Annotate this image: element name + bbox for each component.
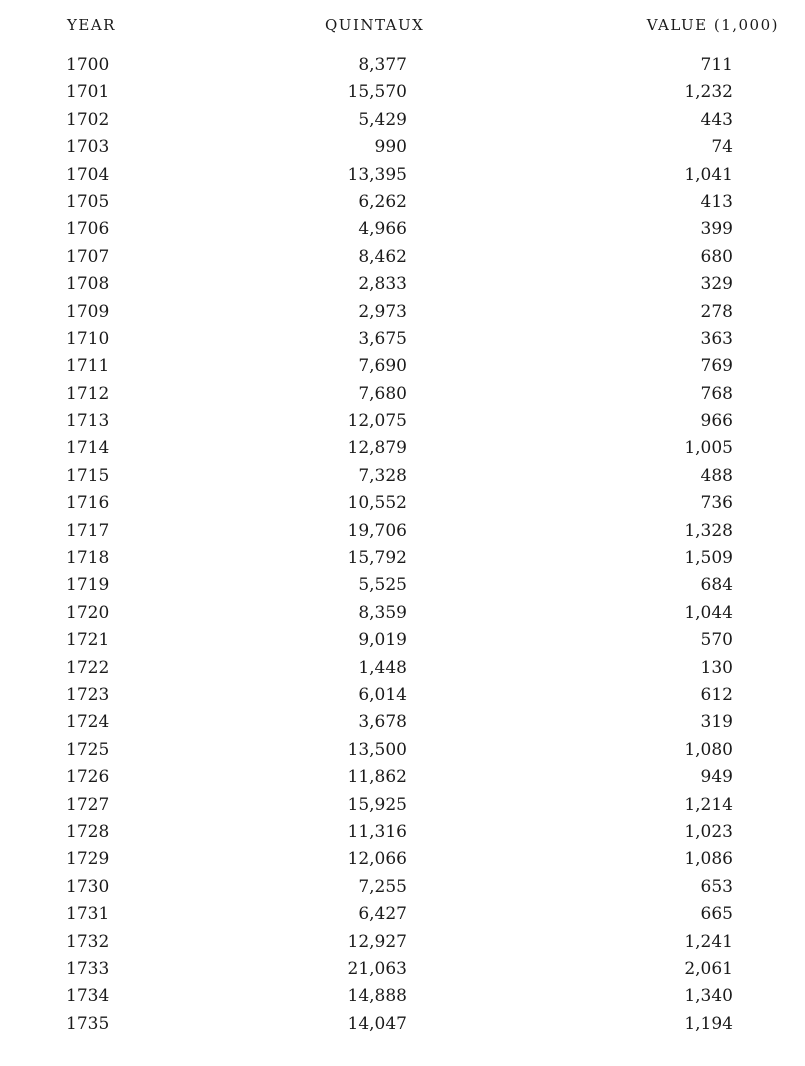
table-row xyxy=(0,435,805,462)
table-row xyxy=(0,381,805,408)
value-cell: 1,086 xyxy=(684,849,733,870)
table-row xyxy=(0,709,805,736)
value-cell: 1,194 xyxy=(684,1013,733,1034)
value-cell: 684 xyxy=(700,575,733,596)
quintaux-cell: 1,448 xyxy=(358,657,407,678)
value-cell: 74 xyxy=(711,137,733,158)
table-row xyxy=(0,627,805,654)
quintaux-cell: 8,359 xyxy=(358,602,407,623)
year-cell: 1717 xyxy=(66,520,110,541)
year-cell: 1735 xyxy=(66,1013,110,1034)
table-row xyxy=(0,737,805,764)
quintaux-cell: 14,888 xyxy=(347,986,407,1007)
table-row xyxy=(0,52,805,79)
year-cell: 1721 xyxy=(66,630,110,651)
quintaux-cell: 7,690 xyxy=(358,356,407,377)
year-cell: 1731 xyxy=(66,904,110,925)
quintaux-cell: 7,255 xyxy=(358,876,407,897)
quintaux-cell: 4,966 xyxy=(358,219,407,240)
year-cell: 1715 xyxy=(66,465,110,486)
table-row xyxy=(0,792,805,819)
year-cell: 1700 xyxy=(66,55,110,75)
year-cell: 1714 xyxy=(66,438,110,459)
year-cell: 1723 xyxy=(66,684,110,705)
quintaux-cell: 7,328 xyxy=(358,465,407,486)
year-cell: 1733 xyxy=(66,958,110,979)
value-cell: 2,061 xyxy=(684,958,733,979)
quintaux-cell: 21,063 xyxy=(347,958,407,979)
quintaux-cell: 5,429 xyxy=(358,109,407,130)
value-cell: 443 xyxy=(700,109,733,130)
table-row xyxy=(0,134,805,161)
value-cell: 413 xyxy=(700,191,733,212)
year-cell: 1727 xyxy=(66,794,110,815)
value-cell: 488 xyxy=(700,465,733,486)
table-row xyxy=(0,408,805,435)
year-cell: 1732 xyxy=(66,931,110,952)
quintaux-cell: 12,927 xyxy=(347,931,407,952)
value-cell: 966 xyxy=(700,411,733,432)
table-row xyxy=(0,682,805,709)
year-cell: 1711 xyxy=(66,356,110,377)
value-cell: 768 xyxy=(700,383,733,404)
year-cell: 1703 xyxy=(66,137,110,158)
year-cell: 1730 xyxy=(66,876,110,897)
value-cell: 769 xyxy=(700,356,733,377)
table-row xyxy=(0,216,805,243)
quintaux-cell: 19,706 xyxy=(347,520,407,541)
value-cell: 1,080 xyxy=(684,739,733,760)
quintaux-cell: 3,678 xyxy=(358,712,407,733)
value-cell: 680 xyxy=(700,246,733,267)
value-cell: 319 xyxy=(700,712,733,733)
quintaux-cell: 14,047 xyxy=(347,1013,407,1034)
value-cell: 736 xyxy=(700,493,733,514)
year-cell: 1719 xyxy=(66,575,110,596)
quintaux-cell: 6,427 xyxy=(358,904,407,925)
year-cell: 1729 xyxy=(66,849,110,870)
quintaux-cell: 10,552 xyxy=(347,493,407,514)
table-row xyxy=(0,545,805,572)
year-cell: 1702 xyxy=(66,109,110,130)
year-cell: 1724 xyxy=(66,712,110,733)
value-cell: 653 xyxy=(700,876,733,897)
quintaux-cell: 13,500 xyxy=(347,739,407,760)
quintaux-cell: 3,675 xyxy=(358,328,407,349)
table-row xyxy=(0,326,805,353)
table-row xyxy=(0,299,805,326)
value-cell: 1,232 xyxy=(684,82,733,103)
quintaux-cell: 15,925 xyxy=(347,794,407,815)
year-cell: 1710 xyxy=(66,328,110,349)
table-row xyxy=(0,572,805,599)
table-row xyxy=(0,874,805,901)
table-row xyxy=(0,518,805,545)
quintaux-cell: 5,525 xyxy=(358,575,407,596)
quintaux-cell: 15,792 xyxy=(347,548,407,569)
year-cell: 1728 xyxy=(66,821,110,842)
quintaux-cell: 12,879 xyxy=(347,438,407,459)
value-cell: 570 xyxy=(700,630,733,651)
year-cell: 1718 xyxy=(66,548,110,569)
year-cell: 1725 xyxy=(66,739,110,760)
year-cell: 1701 xyxy=(66,82,110,103)
table-row xyxy=(0,983,805,1010)
value-cell: 1,214 xyxy=(684,794,733,815)
table-row xyxy=(0,901,805,928)
value-cell: 329 xyxy=(700,274,733,295)
table-row xyxy=(0,271,805,298)
table-row xyxy=(0,819,805,846)
quintaux-cell: 6,014 xyxy=(358,684,407,705)
value-cell: 1,023 xyxy=(684,821,733,842)
table-row xyxy=(0,353,805,380)
table-row xyxy=(0,600,805,627)
value-cell: 665 xyxy=(700,904,733,925)
table-row xyxy=(0,189,805,216)
quintaux-cell: 12,066 xyxy=(347,849,407,870)
quintaux-cell: 2,973 xyxy=(358,301,407,322)
table-row xyxy=(0,244,805,271)
quintaux-cell: 8,462 xyxy=(358,246,407,267)
table-row xyxy=(0,956,805,983)
header-quintaux: QUINTAUX xyxy=(325,16,425,34)
table-row xyxy=(0,655,805,682)
year-cell: 1722 xyxy=(66,657,110,678)
value-cell: 130 xyxy=(700,657,733,678)
quintaux-cell: 990 xyxy=(374,137,407,158)
year-cell: 1705 xyxy=(66,191,110,212)
value-cell: 399 xyxy=(700,219,733,240)
quintaux-cell: 15,570 xyxy=(347,82,407,103)
table-header xyxy=(0,12,805,38)
table-row xyxy=(0,929,805,956)
quintaux-cell: 2,833 xyxy=(358,274,407,295)
value-cell: 1,241 xyxy=(684,931,733,952)
year-cell: 1712 xyxy=(66,383,110,404)
year-cell: 1713 xyxy=(66,411,110,432)
quintaux-cell: 7,680 xyxy=(358,383,407,404)
table-body xyxy=(0,52,805,1038)
quintaux-cell: 13,395 xyxy=(347,164,407,185)
year-cell: 1734 xyxy=(66,986,110,1007)
table-row xyxy=(0,1011,805,1038)
quintaux-cell: 8,377 xyxy=(358,55,407,75)
table-row xyxy=(0,463,805,490)
value-cell: 1,044 xyxy=(684,602,733,623)
table-row xyxy=(0,764,805,791)
value-cell: 711 xyxy=(700,55,733,75)
value-cell: 1,041 xyxy=(684,164,733,185)
value-cell: 1,328 xyxy=(684,520,733,541)
quintaux-cell: 11,862 xyxy=(347,767,407,788)
quintaux-cell: 6,262 xyxy=(358,191,407,212)
table-row xyxy=(0,162,805,189)
year-cell: 1726 xyxy=(66,767,110,788)
year-cell: 1708 xyxy=(66,274,110,295)
quintaux-cell: 9,019 xyxy=(358,630,407,651)
year-cell: 1707 xyxy=(66,246,110,267)
year-cell: 1716 xyxy=(66,493,110,514)
quintaux-cell: 12,075 xyxy=(347,411,407,432)
value-cell: 1,340 xyxy=(684,986,733,1007)
value-cell: 363 xyxy=(700,328,733,349)
year-cell: 1709 xyxy=(66,301,110,322)
value-cell: 278 xyxy=(700,301,733,322)
table-row xyxy=(0,846,805,873)
table-row xyxy=(0,107,805,134)
table-row xyxy=(0,79,805,106)
value-cell: 612 xyxy=(700,684,733,705)
value-cell: 949 xyxy=(700,767,733,788)
year-cell: 1706 xyxy=(66,219,110,240)
year-cell: 1704 xyxy=(66,164,110,185)
value-cell: 1,005 xyxy=(684,438,733,459)
table-row xyxy=(0,490,805,517)
year-cell: 1720 xyxy=(66,602,110,623)
quintaux-cell: 11,316 xyxy=(347,821,407,842)
value-cell: 1,509 xyxy=(684,548,733,569)
header-value: VALUE (1,000) xyxy=(646,16,779,34)
header-year: YEAR xyxy=(67,16,116,34)
